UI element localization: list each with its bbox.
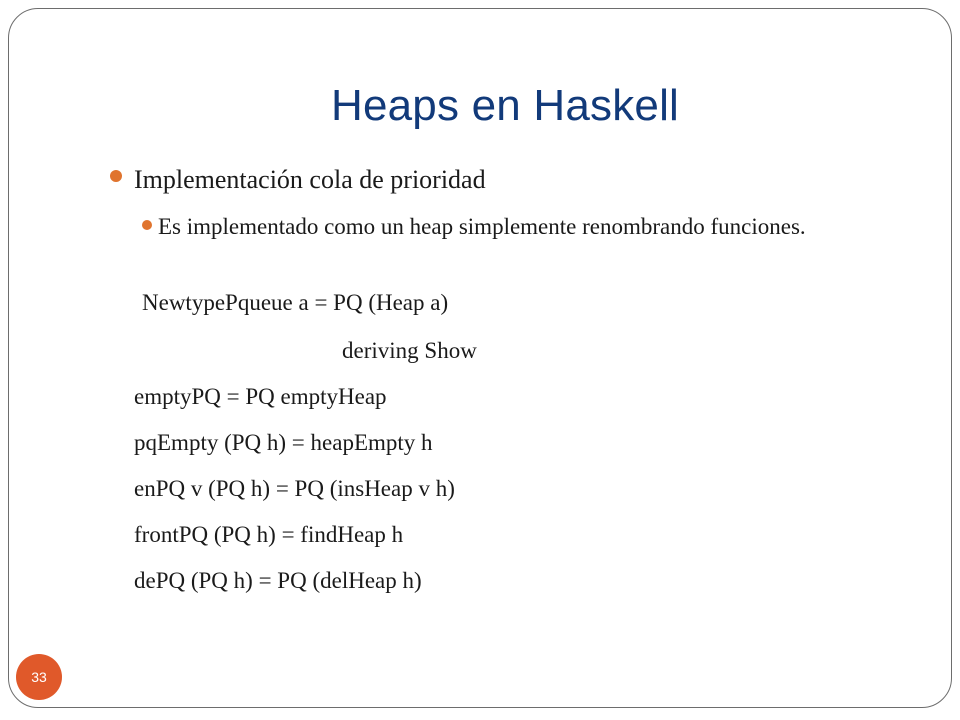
code-line-deriving: deriving Show bbox=[342, 338, 477, 363]
slide-title: Heaps en Haskell bbox=[330, 81, 680, 130]
bullet-dot-icon bbox=[142, 220, 152, 230]
bullet-level1-text: Implementación cola de prioridad bbox=[134, 165, 486, 194]
page-number-badge: 33 bbox=[16, 654, 62, 700]
code-line-pqempty: pqEmpty (PQ h) = heapEmpty h bbox=[134, 430, 433, 455]
code-line-enpq: enPQ v (PQ h) = PQ (insHeap v h) bbox=[134, 476, 455, 501]
bullet-level2-text: Es implementado como un heap simplemente renombrando funciones. bbox=[158, 214, 806, 239]
code-line-newtype: NewtypePqueue a = PQ (Heap a) bbox=[142, 290, 449, 315]
code-line-emptypq: emptyPQ = PQ emptyHeap bbox=[134, 384, 387, 409]
bullet-dot-icon bbox=[110, 170, 122, 182]
code-line-depq: dePQ (PQ h) = PQ (delHeap h) bbox=[134, 568, 422, 593]
code-line-frontpq: frontPQ (PQ h) = findHeap h bbox=[134, 522, 404, 547]
